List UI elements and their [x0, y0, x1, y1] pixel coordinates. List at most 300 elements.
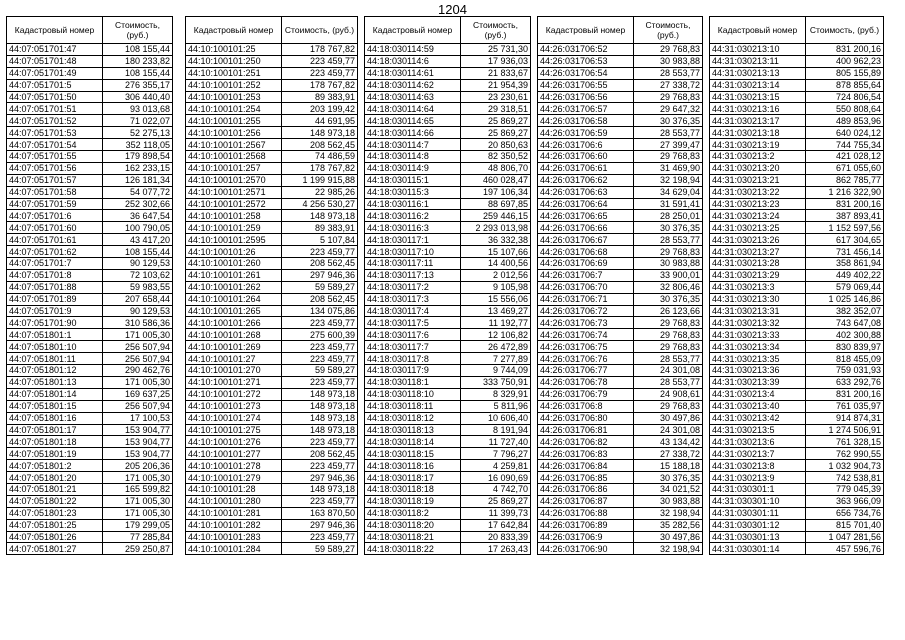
- table-row: [7, 483, 173, 495]
- table-row: [7, 162, 173, 174]
- cadastral-number-cell: 44:26:031706:52: [538, 44, 634, 56]
- table-row: [7, 186, 173, 198]
- table-row: [365, 412, 531, 424]
- cost-cell: 1 025 146,86: [806, 293, 884, 305]
- cadastral-number-cell: 44:18:030118:12: [365, 412, 461, 424]
- cost-cell: 29 768,83: [634, 91, 703, 103]
- cadastral-number-cell: 44:31:030213:36: [710, 365, 806, 377]
- table-row: [186, 519, 358, 531]
- table-row: [186, 353, 358, 365]
- table-row: [365, 329, 531, 341]
- cost-cell: 382 352,07: [806, 305, 884, 317]
- table-row: [186, 495, 358, 507]
- cost-cell: 178 767,82: [282, 44, 358, 56]
- cadastral-number-cell: 44:10:100101:2568: [186, 151, 282, 163]
- cost-cell: 744 755,34: [806, 139, 884, 151]
- cost-cell: 761 035,97: [806, 400, 884, 412]
- cost-cell: 21 954,39: [461, 79, 531, 91]
- cadastral-number-cell: 44:26:031706:83: [538, 448, 634, 460]
- cost-cell: 223 459,77: [282, 376, 358, 388]
- table-row: [186, 246, 358, 258]
- cost-cell: 171 005,30: [103, 329, 173, 341]
- cost-cell: 297 946,36: [282, 519, 358, 531]
- table-row: [7, 67, 173, 79]
- cost-cell: 165 599,82: [103, 483, 173, 495]
- cadastral-number-cell: 44:26:031706:78: [538, 376, 634, 388]
- cost-cell: 29 768,83: [634, 151, 703, 163]
- cost-cell: 148 973,18: [282, 412, 358, 424]
- cost-cell: 779 045,39: [806, 483, 884, 495]
- table-row: [538, 317, 703, 329]
- cost-cell: 27 338,72: [634, 448, 703, 460]
- cost-cell: 203 199,42: [282, 103, 358, 115]
- cadastral-number-cell: 44:07:051701:8: [7, 269, 103, 281]
- cadastral-number-cell: 44:26:031706:76: [538, 353, 634, 365]
- cost-cell: 52 275,13: [103, 127, 173, 139]
- header-cost: Стоимость, (руб.): [461, 17, 531, 44]
- cost-cell: 48 806,70: [461, 162, 531, 174]
- cadastral-number-cell: 44:18:030114:63: [365, 91, 461, 103]
- table-row: [710, 162, 884, 174]
- table-row: [538, 281, 703, 293]
- table-row: [186, 460, 358, 472]
- cadastral-number-cell: 44:18:030118:18: [365, 483, 461, 495]
- table-row: [538, 388, 703, 400]
- cadastral-number-cell: 44:31:030213:26: [710, 234, 806, 246]
- cost-cell: 20 850,63: [461, 139, 531, 151]
- cost-cell: 352 118,05: [103, 139, 173, 151]
- cadastral-number-cell: 44:10:100101:257: [186, 162, 282, 174]
- cost-cell: 742 538,81: [806, 472, 884, 484]
- cost-cell: 30 376,35: [634, 472, 703, 484]
- cost-cell: 862 785,77: [806, 174, 884, 186]
- cadastral-number-cell: 44:26:031706:60: [538, 151, 634, 163]
- table-row: [538, 246, 703, 258]
- table-row: [538, 519, 703, 531]
- table-row: [710, 127, 884, 139]
- cadastral-number-cell: 44:18:030118:22: [365, 543, 461, 555]
- table-row: [7, 424, 173, 436]
- table-row: [538, 293, 703, 305]
- cadastral-number-cell: 44:26:031706:67: [538, 234, 634, 246]
- header-cadastral-number: Кадастровый номер: [7, 17, 103, 44]
- cost-cell: 178 767,82: [282, 162, 358, 174]
- header-cadastral-number: Кадастровый номер: [538, 17, 634, 44]
- cost-cell: 1 032 904,73: [806, 460, 884, 472]
- cost-cell: 171 005,30: [103, 376, 173, 388]
- cost-cell: 15 188,18: [634, 460, 703, 472]
- table-row: [7, 531, 173, 543]
- table-row: [7, 222, 173, 234]
- cost-cell: 10 606,40: [461, 412, 531, 424]
- cost-cell: 1 199 915,88: [282, 174, 358, 186]
- table-row: [538, 186, 703, 198]
- cost-cell: 223 459,77: [282, 460, 358, 472]
- cadastral-table-3: [364, 16, 531, 555]
- table-row: [186, 543, 358, 555]
- table-row: [710, 234, 884, 246]
- cost-cell: 89 383,91: [282, 222, 358, 234]
- cadastral-number-cell: 44:10:100101:278: [186, 460, 282, 472]
- table-row: [365, 115, 531, 127]
- table-row: [186, 388, 358, 400]
- cost-cell: 30 983,88: [634, 258, 703, 270]
- table-row: [365, 317, 531, 329]
- cost-cell: 8 329,91: [461, 388, 531, 400]
- cost-cell: 148 973,18: [282, 388, 358, 400]
- cadastral-number-cell: 44:07:051701:47: [7, 44, 103, 56]
- cadastral-number-cell: 44:10:100101:275: [186, 424, 282, 436]
- table-row: [710, 448, 884, 460]
- table-row: [710, 269, 884, 281]
- cost-cell: 25 731,30: [461, 44, 531, 56]
- cadastral-number-cell: 44:07:051701:89: [7, 293, 103, 305]
- cost-cell: 25 869,27: [461, 115, 531, 127]
- cadastral-number-cell: 44:31:030213:27: [710, 246, 806, 258]
- cost-cell: 256 507,94: [103, 353, 173, 365]
- table-header: [186, 17, 358, 44]
- cadastral-number-cell: 44:18:030117:4: [365, 305, 461, 317]
- cadastral-number-cell: 44:18:030118:19: [365, 495, 461, 507]
- cadastral-number-cell: 44:07:051801:21: [7, 483, 103, 495]
- cadastral-number-cell: 44:31:030213:21: [710, 174, 806, 186]
- cost-cell: 20 833,39: [461, 531, 531, 543]
- cadastral-number-cell: 44:26:031706:69: [538, 258, 634, 270]
- cadastral-number-cell: 44:31:030213:14: [710, 79, 806, 91]
- cadastral-number-cell: 44:10:100101:277: [186, 448, 282, 460]
- cadastral-number-cell: 44:07:051701:58: [7, 186, 103, 198]
- cadastral-number-cell: 44:18:030117:10: [365, 246, 461, 258]
- cost-cell: 387 893,41: [806, 210, 884, 222]
- table-row: [710, 79, 884, 91]
- cadastral-number-cell: 44:31:030213:10: [710, 44, 806, 56]
- cost-cell: 108 155,44: [103, 246, 173, 258]
- cadastral-number-cell: 44:18:030114:6: [365, 55, 461, 67]
- cadastral-number-cell: 44:10:100101:262: [186, 281, 282, 293]
- cost-cell: 93 013,68: [103, 103, 173, 115]
- cadastral-number-cell: 44:26:031706:79: [538, 388, 634, 400]
- table-row: [365, 234, 531, 246]
- cost-cell: 29 768,83: [634, 44, 703, 56]
- cost-cell: 831 200,16: [806, 198, 884, 210]
- cadastral-table-5: [709, 16, 884, 555]
- table-row: [710, 483, 884, 495]
- table-row: [365, 353, 531, 365]
- cadastral-number-cell: 44:18:030114:9: [365, 162, 461, 174]
- cadastral-number-cell: 44:07:051701:49: [7, 67, 103, 79]
- cost-cell: 71 022,07: [103, 115, 173, 127]
- cadastral-number-cell: 44:31:030213:7: [710, 448, 806, 460]
- table-row: [186, 400, 358, 412]
- cost-cell: 223 459,77: [282, 531, 358, 543]
- cadastral-number-cell: 44:18:030117:5: [365, 317, 461, 329]
- table-row: [365, 269, 531, 281]
- cadastral-number-cell: 44:31:030213:22: [710, 186, 806, 198]
- cost-cell: 31 591,41: [634, 198, 703, 210]
- table-row: [365, 258, 531, 270]
- table-row: [538, 305, 703, 317]
- table-row: [365, 44, 531, 56]
- table-row: [186, 436, 358, 448]
- cost-cell: 44 691,95: [282, 115, 358, 127]
- cost-cell: 59 589,27: [282, 365, 358, 377]
- cadastral-number-cell: 44:07:051701:57: [7, 174, 103, 186]
- cadastral-number-cell: 44:18:030117:9: [365, 365, 461, 377]
- table-row: [710, 400, 884, 412]
- cadastral-number-cell: 44:10:100101:260: [186, 258, 282, 270]
- cadastral-number-cell: 44:10:100101:283: [186, 531, 282, 543]
- cadastral-table-2: [185, 16, 358, 555]
- cadastral-number-cell: 44:26:031706:77: [538, 365, 634, 377]
- table-row: [186, 365, 358, 377]
- cost-cell: 223 459,77: [282, 246, 358, 258]
- table-row: [7, 234, 173, 246]
- table-row: [7, 448, 173, 460]
- cadastral-number-cell: 44:31:030213:16: [710, 103, 806, 115]
- cadastral-number-cell: 44:31:030213:18: [710, 127, 806, 139]
- table-row: [7, 174, 173, 186]
- table-row: [186, 281, 358, 293]
- cadastral-number-cell: 44:18:030114:8: [365, 151, 461, 163]
- cadastral-number-cell: 44:18:030117:2: [365, 281, 461, 293]
- table-row: [538, 67, 703, 79]
- table-row: [710, 258, 884, 270]
- cadastral-number-cell: 44:26:031706:81: [538, 424, 634, 436]
- cost-cell: 36 647,54: [103, 210, 173, 222]
- cadastral-number-cell: 44:07:051801:22: [7, 495, 103, 507]
- cost-cell: 179 898,54: [103, 151, 173, 163]
- cadastral-number-cell: 44:31:030301:12: [710, 519, 806, 531]
- cost-cell: 1 047 281,56: [806, 531, 884, 543]
- table-row: [7, 293, 173, 305]
- table-row: [186, 210, 358, 222]
- cost-cell: 205 206,36: [103, 460, 173, 472]
- cost-cell: 134 075,86: [282, 305, 358, 317]
- cadastral-number-cell: 44:26:031706:68: [538, 246, 634, 258]
- cost-cell: 148 973,18: [282, 400, 358, 412]
- table-row: [710, 174, 884, 186]
- cadastral-number-cell: 44:26:031706:56: [538, 91, 634, 103]
- table-row: [710, 67, 884, 79]
- cadastral-number-cell: 44:31:030213:23: [710, 198, 806, 210]
- cadastral-number-cell: 44:10:100101:261: [186, 269, 282, 281]
- cost-cell: 306 440,40: [103, 91, 173, 103]
- cadastral-number-cell: 44:10:100101:259: [186, 222, 282, 234]
- cost-cell: 33 900,01: [634, 269, 703, 281]
- cadastral-number-cell: 44:07:051801:19: [7, 448, 103, 460]
- table-row: [7, 543, 173, 555]
- cost-cell: 153 904,77: [103, 424, 173, 436]
- cost-cell: 30 497,86: [634, 531, 703, 543]
- cadastral-number-cell: 44:18:030114:62: [365, 79, 461, 91]
- table-row: [538, 341, 703, 353]
- cost-cell: 54 077,72: [103, 186, 173, 198]
- table-row: [186, 258, 358, 270]
- table-row: [538, 531, 703, 543]
- table-row: [538, 269, 703, 281]
- cadastral-number-cell: 44:26:031706:73: [538, 317, 634, 329]
- table-row: [7, 210, 173, 222]
- cadastral-number-cell: 44:18:030118:11: [365, 400, 461, 412]
- cadastral-number-cell: 44:10:100101:254: [186, 103, 282, 115]
- table-row: [186, 341, 358, 353]
- cadastral-number-cell: 44:07:051701:55: [7, 151, 103, 163]
- table-row: [710, 376, 884, 388]
- cadastral-number-cell: 44:26:031706:55: [538, 79, 634, 91]
- cadastral-number-cell: 44:26:031706:66: [538, 222, 634, 234]
- table-row: [710, 519, 884, 531]
- cadastral-number-cell: 44:07:051701:5: [7, 79, 103, 91]
- table-row: [7, 341, 173, 353]
- cadastral-number-cell: 44:31:030213:39: [710, 376, 806, 388]
- table-row: [7, 460, 173, 472]
- cost-cell: 831 200,16: [806, 44, 884, 56]
- cadastral-number-cell: 44:18:030117:8: [365, 353, 461, 365]
- cost-cell: 126 181,34: [103, 174, 173, 186]
- cost-cell: 208 562,45: [282, 139, 358, 151]
- table-row: [186, 448, 358, 460]
- cost-cell: 11 399,73: [461, 507, 531, 519]
- table-row: [538, 139, 703, 151]
- table-row: [365, 495, 531, 507]
- cost-cell: 28 553,77: [634, 67, 703, 79]
- cost-cell: 208 562,45: [282, 258, 358, 270]
- table-row: [7, 258, 173, 270]
- table-header: [538, 17, 703, 44]
- cadastral-number-cell: 44:07:051801:13: [7, 376, 103, 388]
- table-row: [710, 507, 884, 519]
- cost-cell: 36 332,38: [461, 234, 531, 246]
- table-row: [365, 55, 531, 67]
- cost-cell: 153 904,77: [103, 448, 173, 460]
- table-row: [7, 519, 173, 531]
- cost-cell: 77 285,84: [103, 531, 173, 543]
- cadastral-number-cell: 44:07:051801:25: [7, 519, 103, 531]
- table-row: [7, 115, 173, 127]
- cadastral-number-cell: 44:18:030115:1: [365, 174, 461, 186]
- table-row: [710, 341, 884, 353]
- cost-cell: 743 647,08: [806, 317, 884, 329]
- cadastral-number-cell: 44:10:100101:279: [186, 472, 282, 484]
- cost-cell: 259 250,87: [103, 543, 173, 555]
- table-row: [538, 151, 703, 163]
- table-row: [365, 91, 531, 103]
- table-row: [710, 246, 884, 258]
- table-row: [7, 151, 173, 163]
- table-row: [365, 543, 531, 555]
- table-row: [710, 365, 884, 377]
- cost-cell: 1 274 506,91: [806, 424, 884, 436]
- table-row: [538, 436, 703, 448]
- cost-cell: 256 507,94: [103, 400, 173, 412]
- cadastral-number-cell: 44:18:030117:6: [365, 329, 461, 341]
- cost-cell: 815 701,40: [806, 519, 884, 531]
- cost-cell: 30 376,35: [634, 115, 703, 127]
- header-cadastral-number: Кадастровый номер: [186, 17, 282, 44]
- cadastral-number-cell: 44:10:100101:269: [186, 341, 282, 353]
- cost-cell: 21 833,67: [461, 67, 531, 79]
- table-row: [538, 472, 703, 484]
- cadastral-table-4: [537, 16, 703, 555]
- cadastral-number-cell: 44:26:031706:62: [538, 174, 634, 186]
- table-row: [538, 543, 703, 555]
- cost-cell: 1 216 322,90: [806, 186, 884, 198]
- cadastral-number-cell: 44:26:031706:74: [538, 329, 634, 341]
- cadastral-number-cell: 44:18:030118:13: [365, 424, 461, 436]
- cost-cell: 223 459,77: [282, 495, 358, 507]
- cadastral-number-cell: 44:31:030213:42: [710, 412, 806, 424]
- cadastral-number-cell: 44:18:030117:3: [365, 293, 461, 305]
- cadastral-number-cell: 44:31:030213:32: [710, 317, 806, 329]
- cadastral-number-cell: 44:18:030114:7: [365, 139, 461, 151]
- table-row: [186, 222, 358, 234]
- table-row: [7, 139, 173, 151]
- header-cost: Стоимость, (руб.): [282, 17, 358, 44]
- cadastral-number-cell: 44:10:100101:2567: [186, 139, 282, 151]
- cost-cell: 333 750,91: [461, 376, 531, 388]
- table-row: [365, 460, 531, 472]
- cadastral-number-cell: 44:26:031706:87: [538, 495, 634, 507]
- table-row: [365, 67, 531, 79]
- cost-cell: 17 642,84: [461, 519, 531, 531]
- cost-cell: 310 586,36: [103, 317, 173, 329]
- table-row: [186, 174, 358, 186]
- table-row: [186, 376, 358, 388]
- table-row: [538, 365, 703, 377]
- cadastral-number-cell: 44:31:030213:2: [710, 151, 806, 163]
- cost-cell: 14 400,56: [461, 258, 531, 270]
- table-row: [538, 400, 703, 412]
- cost-cell: 276 355,17: [103, 79, 173, 91]
- cadastral-number-cell: 44:07:051801:17: [7, 424, 103, 436]
- cost-cell: 29 768,83: [634, 329, 703, 341]
- cost-cell: 28 250,01: [634, 210, 703, 222]
- table-row: [710, 293, 884, 305]
- cost-cell: 878 855,64: [806, 79, 884, 91]
- cadastral-number-cell: 44:18:030118:21: [365, 531, 461, 543]
- cost-cell: 759 031,93: [806, 365, 884, 377]
- cost-cell: 30 497,86: [634, 412, 703, 424]
- table-row: [538, 376, 703, 388]
- cost-cell: 1 152 597,56: [806, 222, 884, 234]
- table-row: [538, 55, 703, 67]
- table-row: [538, 234, 703, 246]
- cost-cell: 4 256 530,27: [282, 198, 358, 210]
- cadastral-number-cell: 44:18:030114:66: [365, 127, 461, 139]
- cadastral-number-cell: 44:26:031706:84: [538, 460, 634, 472]
- cost-cell: 633 292,76: [806, 376, 884, 388]
- cost-cell: 153 904,77: [103, 436, 173, 448]
- cadastral-number-cell: 44:31:030213:28: [710, 258, 806, 270]
- table-row: [7, 507, 173, 519]
- cadastral-number-cell: 44:10:100101:28: [186, 483, 282, 495]
- cadastral-number-cell: 44:10:100101:26: [186, 246, 282, 258]
- table-row: [365, 448, 531, 460]
- cost-cell: 30 376,35: [634, 293, 703, 305]
- cost-cell: 207 658,44: [103, 293, 173, 305]
- table-row: [538, 103, 703, 115]
- cadastral-table-1: [6, 16, 173, 555]
- table-row: [7, 246, 173, 258]
- cost-cell: 29 768,83: [634, 341, 703, 353]
- table-row: [710, 103, 884, 115]
- cadastral-number-cell: 44:10:100101:2572: [186, 198, 282, 210]
- cadastral-number-cell: 44:18:030116:2: [365, 210, 461, 222]
- cost-cell: 761 328,15: [806, 436, 884, 448]
- cost-cell: 358 861,94: [806, 258, 884, 270]
- cadastral-number-cell: 44:10:100101:273: [186, 400, 282, 412]
- table-row: [538, 483, 703, 495]
